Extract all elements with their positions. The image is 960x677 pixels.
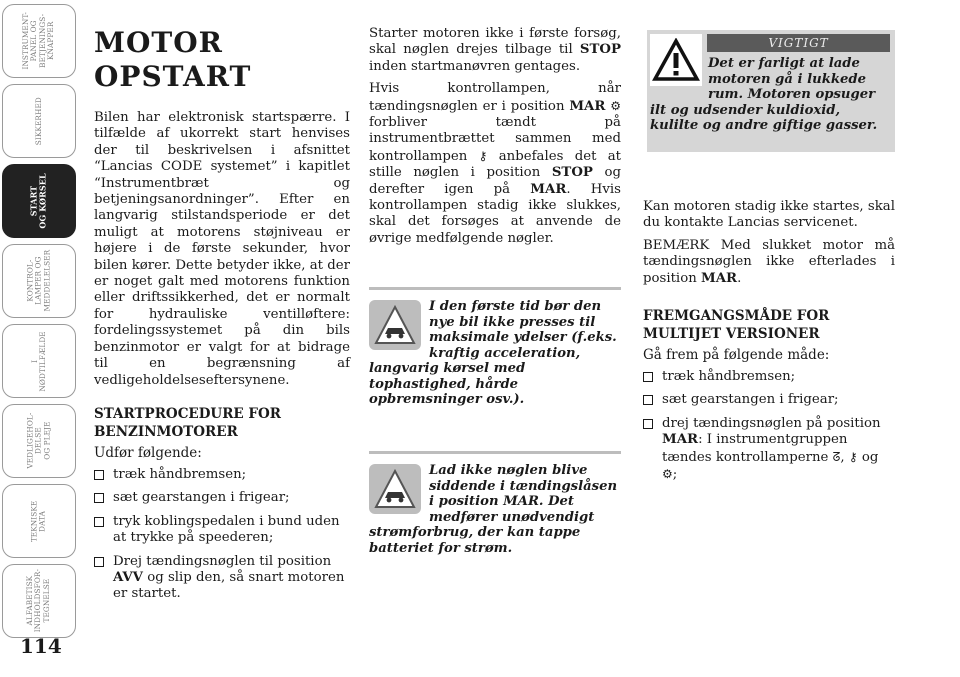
tab-i-nodtilfaelde[interactable] bbox=[2, 324, 76, 398]
steps-list-multijet bbox=[643, 369, 895, 483]
column-1 bbox=[94, 26, 350, 610]
list-item: sæt gearstangen i frigear; bbox=[94, 490, 350, 506]
checkbox-bullet-icon bbox=[94, 470, 104, 480]
list-item: træk håndbremsen; bbox=[94, 467, 350, 483]
warning-box-key bbox=[369, 451, 621, 556]
tab-label: ALFABETISK INDHOLDSFOR- TEGNELSE bbox=[25, 569, 52, 633]
intro-paragraph: Bilen har elektronisk startspærre. I tilfælde af ukorrekt start henvises der til beskrivelsen i afsnittet “Lancias CODE systemet” i kapitlet “Instrumentbræt og betjeningsanordninger”. Efter en langvarig stilstandsperiode er det muligt at motorens støjniveau er højere i de første sekunder, hvor bilen kører. Dette betyder ikke, at der er noget galt med motorens funktion eller driftssikkerhed, det er normalt for hydrauliske ventilløftere: fordelingssystemet på din bils benzinmotor er valgt for at bidrage til en begrænsning af vedligeholdelseseftersynene. bbox=[94, 110, 350, 388]
tab-vedligeholdelse[interactable] bbox=[2, 404, 76, 478]
warning-text: I den første tid bør den nye bil ikke presses til maksimale ydelser (f.eks. kraftig acceleration, langvarig kørsel med tophastighed, hårde opbremsninger osv.). bbox=[369, 299, 617, 407]
paragraph-service: Kan motoren stadig ikke startes, skal du kontakte Lancias servicenet. bbox=[643, 199, 895, 231]
tab-label: I NØDTILFÆLDE bbox=[29, 330, 47, 392]
checkbox-bullet-icon bbox=[94, 557, 104, 567]
list-item: sæt gearstangen i frigear; bbox=[643, 392, 895, 408]
page-title: MOTOR OPSTART bbox=[94, 26, 252, 93]
tab-tekniske-data[interactable] bbox=[2, 484, 76, 558]
tab-label: VEDLIGEHOL- DELSE OG PLEJE bbox=[25, 412, 52, 470]
tab-label: TEKNISKE DATA bbox=[29, 500, 47, 542]
checkbox-bullet-icon bbox=[94, 493, 104, 503]
list-item: tryk koblingspedalen i bund uden at trykke på speederen; bbox=[94, 514, 350, 547]
checkbox-bullet-icon bbox=[643, 419, 653, 429]
warning-box-new-car bbox=[369, 287, 621, 408]
warning-text: Lad ikke nøglen blive siddende i tændingslåsen i position MAR. Det medfører unødvendigt strømforbrug, der kan tappe batteriet for strøm. bbox=[369, 463, 618, 556]
chapter-tabs bbox=[0, 0, 80, 640]
engine-icon: ⚙ bbox=[610, 98, 621, 113]
engine-icon: ⚙ bbox=[662, 467, 673, 482]
tab-label: START OG KØRSEL bbox=[29, 173, 48, 229]
important-note bbox=[647, 30, 895, 152]
column-2 bbox=[369, 26, 621, 247]
note-text: Det er farligt at lade motoren gå i lukkede rum. Motoren opsuger ilt og udsender kuldioxid, kulilte og andre giftige gasser. bbox=[650, 56, 878, 133]
paragraph-bemaerk: BEMÆRK Med slukket motor må tændingsnøglen ikke efterlades i position MAR. bbox=[643, 237, 895, 286]
tab-indholdsfortegnelse[interactable] bbox=[2, 564, 76, 638]
list-item: træk håndbremsen; bbox=[643, 369, 895, 385]
note-label: VIGTIGT bbox=[707, 34, 890, 52]
tab-start-og-korsel[interactable] bbox=[2, 164, 76, 238]
tab-label: KONTROL- LAMPER OG MEDDELELSER bbox=[25, 250, 52, 312]
column-3 bbox=[643, 199, 895, 490]
car-warning-icon bbox=[369, 464, 421, 514]
checkbox-bullet-icon bbox=[643, 372, 653, 382]
glow-plug-icon: ᘔ bbox=[832, 449, 841, 464]
key-lamp-icon: ⚷ bbox=[848, 449, 858, 464]
lead-text: Udfør følgende: bbox=[94, 444, 202, 461]
section-heading-benzin: STARTPROCEDURE FOR BENZINMOTORER bbox=[94, 405, 281, 440]
key-lamp-icon: ⚷ bbox=[478, 148, 488, 163]
paragraph-retry: Starter motoren ikke i første forsøg, skal nøglen drejes tilbage til STOP inden startmanøvren gentages. bbox=[369, 26, 621, 74]
paragraph-lamp: Hvis kontrollampen, når tændingsnøglen er i position MAR ⚙ forbliver tændt på instrumentbrættet sammen med kontrollampen ⚷ anbefales det at stille nøglen i position STOP og derefter igen på MAR. Hvis kontrollampen stadig ikke slukkes, skal det forsøges at anvende de øvrige medfølgende nøgler. bbox=[369, 81, 622, 246]
steps-list-benzin bbox=[94, 467, 350, 603]
lead-text: Gå frem på følgende måde: bbox=[643, 347, 830, 364]
list-item: drej tændingsnøglen på position MAR: I instrumentgruppen tændes kontrollamperne ᘔ, ⚷ og ⚙; bbox=[643, 416, 895, 484]
section-heading-multijet: FREMGANGSMÅDE FOR MULTIJET VERSIONER bbox=[643, 308, 830, 343]
checkbox-bullet-icon bbox=[94, 517, 104, 527]
tab-label: SIKKERHED bbox=[33, 96, 43, 146]
tab-sikkerhed[interactable] bbox=[2, 84, 76, 158]
tab-kontrollamper[interactable] bbox=[2, 244, 76, 318]
page-number: 114 bbox=[20, 634, 62, 658]
list-item: Drej tændingsnøglen til position AVV og slip den, så snart motoren er startet. bbox=[94, 554, 350, 603]
tab-instrumentpanel[interactable] bbox=[2, 4, 76, 78]
checkbox-bullet-icon bbox=[643, 395, 653, 405]
tab-label: INSTRUMENT- PANEL OG BETJENINGS- KNAPPER bbox=[21, 12, 56, 70]
car-warning-icon bbox=[369, 300, 421, 350]
